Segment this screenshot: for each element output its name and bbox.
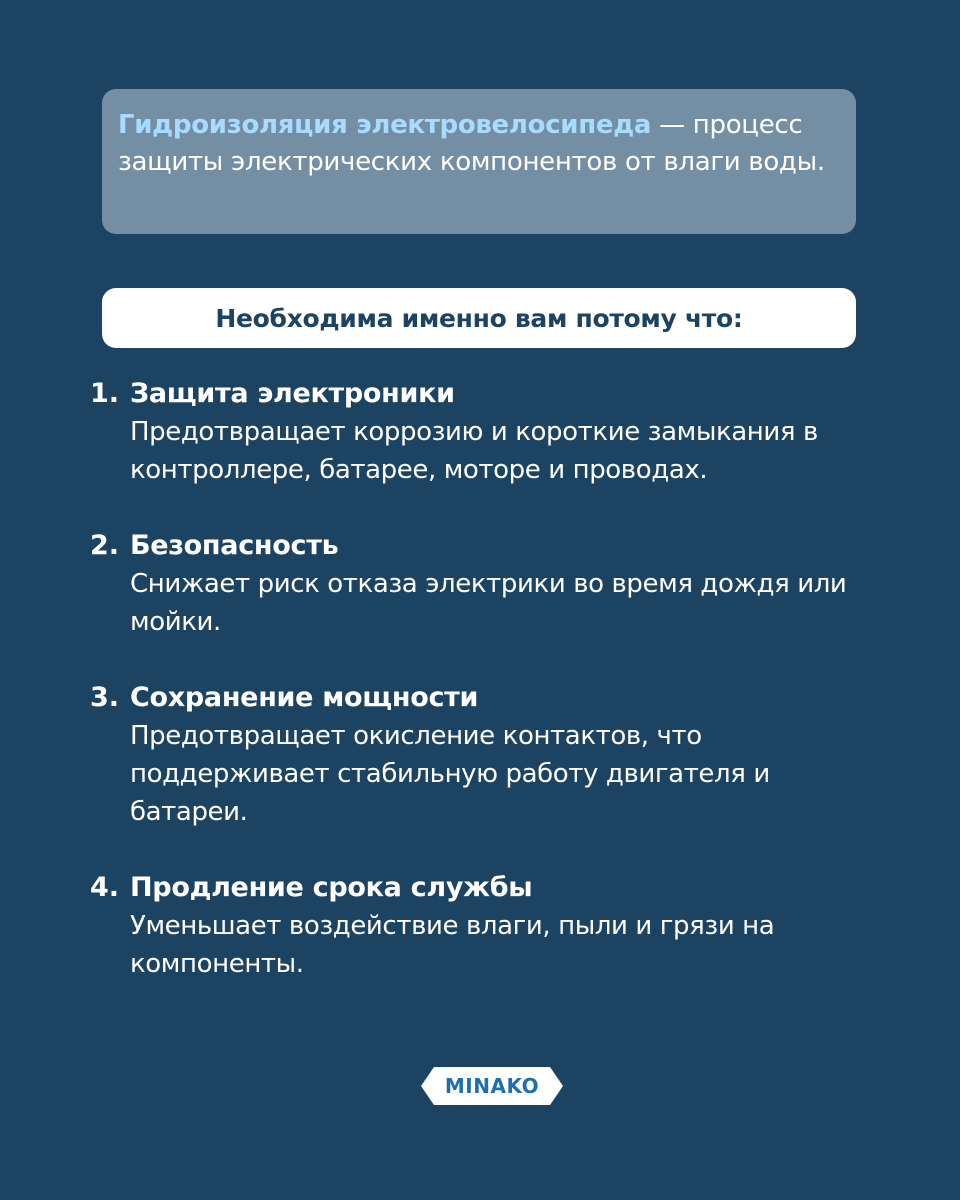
headline-text: Необходима именно вам потому что:: [215, 303, 743, 333]
definition-text: — процесс защиты электрических компонентов от влаги воды.: [118, 110, 825, 177]
reason-description: Предотвращает коррозию и короткие замыкания в контроллере, батарее, моторе и проводах.: [130, 417, 818, 485]
brand-logo: [420, 1066, 564, 1106]
reason-body: [130, 869, 890, 983]
reasons-list: [90, 375, 890, 983]
reason-body: [130, 679, 890, 831]
reason-number: 4.: [90, 872, 120, 903]
reason-item: [90, 527, 890, 641]
reason-title: Безопасность: [130, 530, 339, 561]
reason-description: Снижает риск отказа электрики во время дождя или мойки.: [130, 569, 847, 637]
reason-item: [90, 869, 890, 983]
brand-name: MINAKO: [444, 1074, 540, 1098]
definition-term: Гидроизоляция электровелосипеда: [118, 110, 652, 140]
reason-title: Продление срока службы: [130, 872, 533, 903]
reason-description: Уменьшает воздействие влаги, пыли и грязи на компоненты.: [130, 911, 775, 979]
reason-number: 2.: [90, 530, 120, 561]
reason-body: [130, 527, 890, 641]
reason-body: [130, 375, 890, 489]
reason-number: 1.: [90, 378, 120, 409]
reason-description: Предотвращает окисление контактов, что поддерживает стабильную работу двигателя и батареи.: [130, 721, 770, 827]
definition-card: [102, 89, 856, 234]
headline-pill: [102, 288, 856, 348]
reason-number: 3.: [90, 682, 120, 713]
reason-item: [90, 375, 890, 489]
reason-title: Сохранение мощности: [130, 682, 479, 713]
reason-item: [90, 679, 890, 831]
reason-title: Защита электроники: [130, 378, 455, 409]
